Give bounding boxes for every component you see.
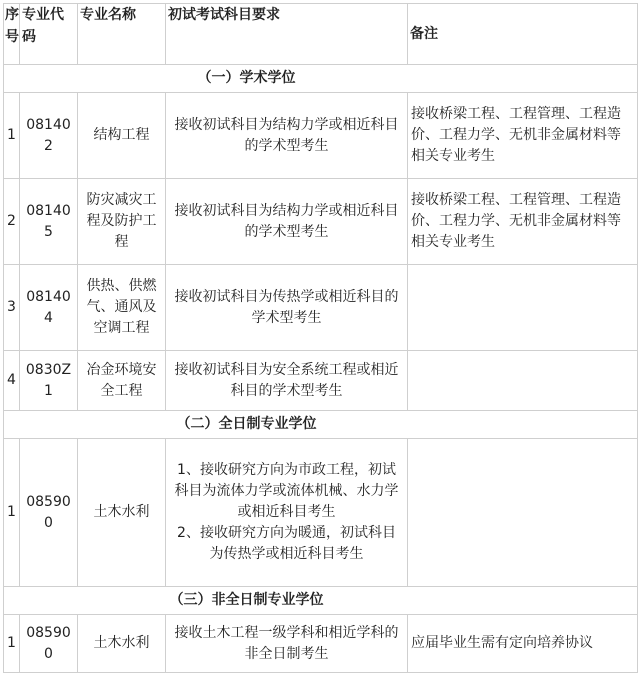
admission-table (3, 3, 638, 673)
row-requirement: 接收土木工程一级学科和相近学科的非全日制考生 (166, 615, 408, 673)
row-name: 土木水利 (78, 439, 166, 587)
row-seq: 2 (4, 179, 20, 265)
table-row (4, 439, 638, 587)
section-title: （一）学术学位 (4, 65, 638, 93)
section-title: （二）全日制专业学位 (4, 411, 638, 439)
header-seq: 序号 (4, 4, 20, 65)
row-name: 防灾减灾工程及防护工程 (78, 179, 166, 265)
section-row (4, 587, 638, 615)
row-requirement: 接收初试科目为结构力学或相近科目的学术型考生 (166, 179, 408, 265)
row-code: 0830Z1 (20, 351, 78, 411)
row-requirement: 接收初试科目为结构力学或相近科目的学术型考生 (166, 93, 408, 179)
row-name: 土木水利 (78, 615, 166, 673)
row-seq: 1 (4, 439, 20, 587)
row-code: 081402 (20, 93, 78, 179)
row-requirement: 1、接收研究方向为市政工程，初试科目为流体力学或流体机械、水力学或相近科目考生 2、接收研究方向为暖通，初试科目为传热学或相近科目考生 (166, 439, 408, 587)
row-code: 081405 (20, 179, 78, 265)
header-remark: 备注 (408, 4, 638, 65)
table-row (4, 351, 638, 411)
row-name: 结构工程 (78, 93, 166, 179)
table-row (4, 179, 638, 265)
header-code: 专业代码 (20, 4, 78, 65)
section-row (4, 411, 638, 439)
row-code: 081404 (20, 265, 78, 351)
table-row (4, 265, 638, 351)
row-name: 冶金环境安全工程 (78, 351, 166, 411)
row-remark: 应届毕业生需有定向培养协议 (408, 615, 638, 673)
row-seq: 1 (4, 93, 20, 179)
row-remark (408, 439, 638, 587)
row-code: 085900 (20, 615, 78, 673)
row-remark (408, 265, 638, 351)
row-remark: 接收桥梁工程、工程管理、工程造价、工程力学、无机非金属材料等相关专业考生 (408, 93, 638, 179)
row-remark (408, 351, 638, 411)
row-remark: 接收桥梁工程、工程管理、工程造价、工程力学、无机非金属材料等相关专业考生 (408, 179, 638, 265)
row-seq: 4 (4, 351, 20, 411)
header-requirement: 初试考试科目要求 (166, 4, 408, 65)
section-row (4, 65, 638, 93)
table-header-row (4, 4, 638, 65)
row-requirement: 接收初试科目为传热学或相近科目的学术型考生 (166, 265, 408, 351)
row-code: 085900 (20, 439, 78, 587)
row-name: 供热、供燃气、通风及空调工程 (78, 265, 166, 351)
row-seq: 3 (4, 265, 20, 351)
table-row (4, 93, 638, 179)
section-title: （三）非全日制专业学位 (4, 587, 638, 615)
row-requirement: 接收初试科目为安全系统工程或相近科目的学术型考生 (166, 351, 408, 411)
header-name: 专业名称 (78, 4, 166, 65)
row-seq: 1 (4, 615, 20, 673)
table-row (4, 615, 638, 673)
